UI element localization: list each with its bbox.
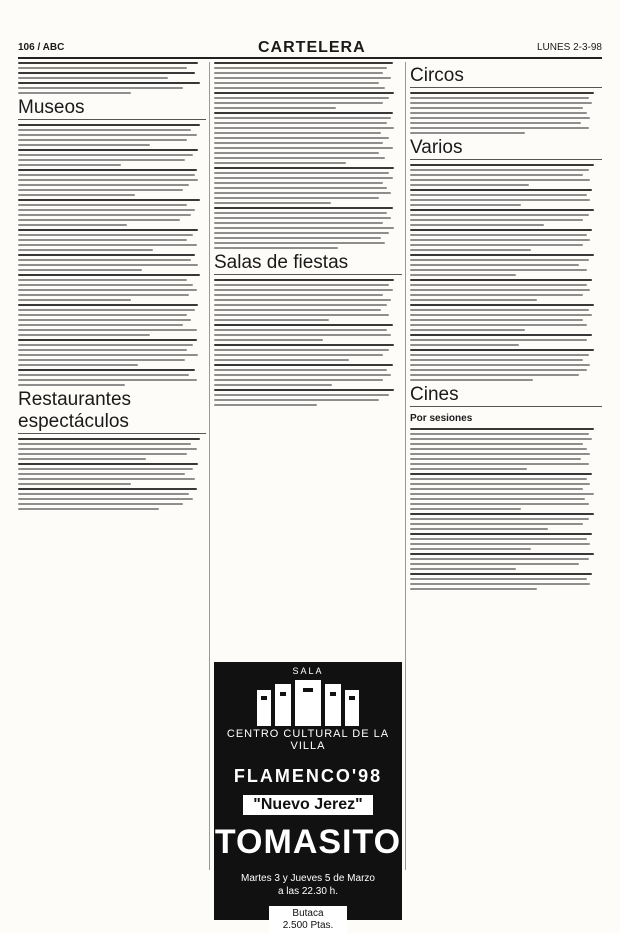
towers-icon — [253, 680, 363, 726]
ad-artist: TOMASITO — [214, 823, 402, 861]
ad-festival: FLAMENCO'98 — [233, 766, 383, 786]
section-heading-circos: Circos — [410, 65, 602, 88]
museos-listings — [18, 124, 206, 386]
section-heading-varios: Varios — [410, 137, 602, 160]
concert-advertisement — [214, 662, 402, 931]
listing-text-block — [18, 62, 206, 94]
column-divider — [405, 62, 406, 870]
ad-venue: CENTRO CULTURAL DE LA VILLA — [226, 728, 390, 752]
column-divider — [209, 62, 210, 870]
ad-price-label: Butaca — [292, 908, 324, 919]
circos-listings — [410, 92, 602, 134]
issue-date: LUNES 2-3-98 — [536, 42, 602, 53]
ad-sala: SALA — [292, 666, 324, 676]
section-heading-salas: Salas de fiestas — [214, 252, 402, 275]
column-left — [18, 62, 206, 870]
ad-price-box — [269, 906, 348, 934]
section-heading-museos: Museos — [18, 97, 206, 120]
ad-price: 2.500 Ptas. — [282, 920, 334, 931]
column-middle — [214, 62, 402, 931]
section-heading-restaurantes: Restaurantes espectáculos — [18, 389, 206, 434]
ad-time: a las 22.30 h. — [277, 886, 339, 897]
listing-text-block — [214, 62, 402, 249]
ad-show-title: "Nuevo Jerez" — [243, 795, 372, 815]
header-rule — [18, 57, 602, 59]
section-heading-cines: Cines — [410, 384, 602, 407]
page-number: 106 / ABC — [18, 42, 65, 53]
page-header — [18, 39, 602, 56]
section-title: CARTELERA — [258, 39, 366, 56]
varios-listings — [410, 164, 602, 381]
cines-listings — [410, 428, 602, 590]
restaurantes-listings — [18, 438, 206, 510]
column-right — [410, 62, 602, 870]
salas-listings — [214, 279, 402, 406]
cines-subheading: Por sesiones — [410, 413, 473, 424]
ad-dates: Martes 3 y Jueves 5 de Marzo — [241, 873, 375, 884]
